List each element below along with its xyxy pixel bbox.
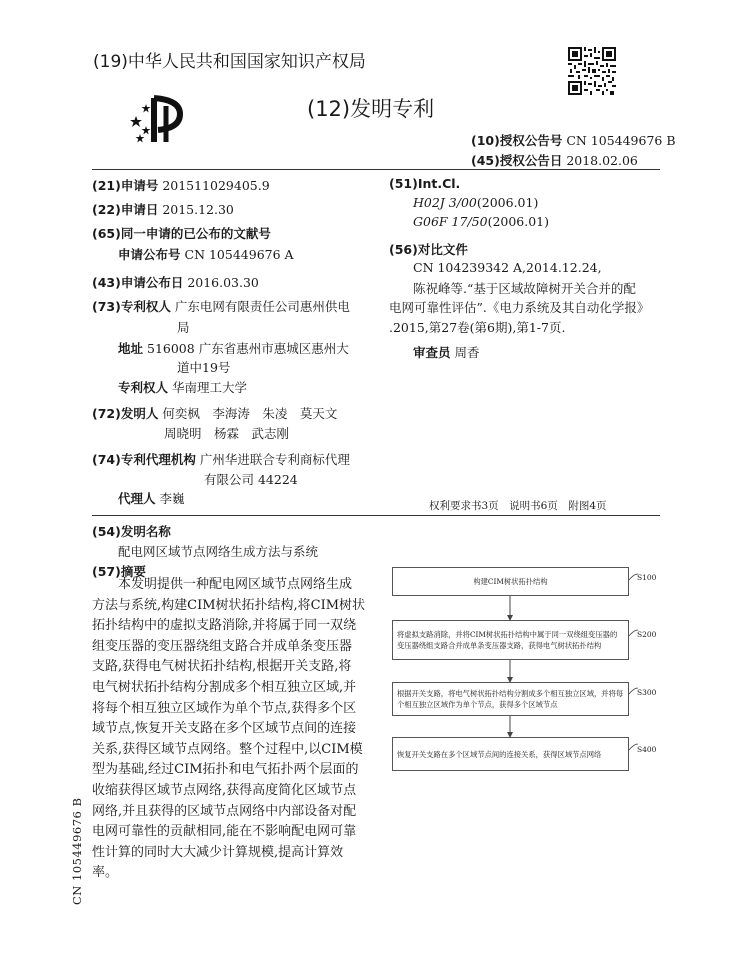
publication-number-row [118, 245, 294, 263]
side-document-number: CN 105449676 B [70, 797, 84, 905]
application-date-label: (22)申请日 [92, 202, 159, 217]
abstract-line: 关系,获得区域节点网络。整个过程中,以CIM模 [92, 741, 363, 757]
application-number: 201511029405.9 [162, 178, 270, 193]
qr-code-icon [568, 47, 616, 95]
second-patentee-row [118, 378, 247, 396]
cited-document-2-line3: .2015,第27卷(第6期),第1-7页. [389, 320, 566, 335]
ipc-code-1: H02J 3/00 [413, 195, 477, 210]
abstract-line: 性计算的同时大大减少计算规模,提高计算效 [92, 844, 344, 860]
application-date-row [92, 200, 234, 218]
abstract-line: 方法与系统,构建CIM树状拓扑结构,将CIM树状 [92, 597, 366, 613]
second-patentee-label: 专利权人 [118, 380, 169, 395]
flow-step-text: 构建CIM树状拓扑结构 [473, 577, 548, 586]
agent: 李巍 [159, 491, 185, 506]
flow-step-id: S400 [637, 745, 657, 754]
patentee-row [92, 297, 350, 315]
inventors-row [92, 404, 337, 422]
application-date: 2015.12.30 [162, 202, 234, 217]
application-number-label: (21)申请号 [92, 178, 159, 193]
step-leader-line [629, 630, 638, 636]
flow-step-text: 根据开关支路，将电气树状拓扑结构分割成多个相互独立区域，并将每个相互独立区域作为单个节点，获得多个区域节点 [397, 689, 624, 709]
abstract-line: 电气树状拓扑结构分割成多个相互独立区域,并 [92, 679, 357, 695]
prior-publication-label: (65)同一申请的已公布的文献号 [92, 226, 271, 241]
inventors-label: (72)发明人 [92, 406, 159, 421]
second-patentee: 华南理工大学 [172, 380, 248, 395]
abstract-line: 率。 [92, 865, 119, 881]
patentee-continued: 局 [177, 320, 190, 335]
grant-date: 2018.02.06 [566, 153, 638, 168]
abstract-line: 组变压器的变压器绕组支路合并成单条变压器 [92, 638, 353, 654]
patentee: 广东电网有限责任公司惠州供电 [174, 299, 350, 314]
publication-date: 2016.03.30 [187, 275, 259, 290]
invention-title-label: (54)发明名称 [92, 524, 171, 539]
inventors: 何奕枫 李海涛 朱凌 莫天文 [162, 406, 338, 421]
abstract-line: 收缩获得区域节点网络,获得高度简化区域节点 [92, 782, 357, 798]
examiner-row [413, 343, 480, 361]
ipc-version-2: (2006.01) [487, 214, 550, 229]
address-row [118, 339, 349, 357]
abstract-line: 域节点,恢复开关支路在多个区域节点间的连接 [92, 721, 357, 737]
cited-documents-label: (56)对比文件 [389, 242, 468, 257]
flow-step-text: 将虚拟支路消除，并将CIM树状拓扑结构中属于同一双绕组变压器的变压器绕组支路合并成单条变压器支路，获得电气树状拓扑结构 [397, 630, 618, 650]
flow-step-id: S200 [637, 630, 657, 639]
grant-date-label: (45)授权公告日 [471, 153, 563, 168]
cited-document-2-line1: 陈祝峰等.“基于区域故障树开关合并的配 [413, 281, 636, 296]
step-leader-line [629, 574, 638, 580]
grant-number-row [471, 131, 676, 149]
agent-row [118, 489, 185, 507]
patentee-label: (73)专利权人 [92, 299, 171, 314]
application-number-row [92, 176, 270, 194]
agency: 广州华进联合专利商标代理 [199, 452, 350, 467]
cnipa-emblem-icon [126, 92, 188, 148]
flowchart-connectors [392, 560, 652, 780]
abstract-body [92, 575, 365, 884]
abstract-line: 本发明提供一种配电网区域节点网络生成 [92, 577, 353, 592]
flow-step-id: S100 [637, 573, 657, 582]
flow-step-text: 恢复开关支路在多个区域节点间的连接关系，获得区域节点网络 [397, 749, 602, 759]
address-label: 地址 [118, 341, 144, 356]
abstract-label: (57)摘要 [92, 564, 146, 579]
grant-number-label: (10)授权公告号 [471, 133, 563, 148]
ipc-classification-1 [413, 195, 538, 210]
agency-row [92, 450, 350, 468]
int-cl-label: (51)Int.Cl. [389, 176, 461, 191]
agent-label: 代理人 [118, 491, 156, 506]
abstract-line: 将每个相互独立区域作为单个节点,获得多个区 [92, 700, 357, 716]
flow-step-id: S300 [637, 688, 657, 697]
issuing-office: (19)中华人民共和国国家知识产权局 [93, 52, 366, 72]
step-leader-line [629, 744, 638, 750]
ipc-code-2: G06F 17/50 [413, 214, 488, 229]
divider [92, 515, 660, 516]
address-continued: 道中19号 [177, 360, 231, 375]
ipc-version-1: (2006.01) [476, 195, 539, 210]
abstract-line: 网络,并且获得的区域节点网络中内部设备对配 [92, 803, 357, 819]
publication-number: CN 105449676 A [184, 247, 294, 262]
document-type: (12)发明专利 [307, 97, 435, 121]
abstract-line: 型为基础,经过CIM拓扑和电气拓扑两个层面的 [92, 762, 359, 778]
invention-title: 配电网区域节点网络生成方法与系统 [118, 544, 319, 559]
publication-date-row [92, 273, 259, 291]
abstract-line: 电网可靠性的贡献相同,能在不影响配电网可靠 [92, 824, 357, 840]
abstract-line: 拓扑结构中的虚拟支路消除,并将属于同一双绕 [92, 618, 357, 634]
examiner: 周香 [454, 345, 480, 360]
step-leader-line [629, 688, 638, 694]
pages-summary: 权利要求书3页 说明书6页 附图4页 [429, 500, 607, 512]
inventors-continued: 周晓明 杨霖 武志刚 [164, 426, 290, 441]
ipc-classification-2 [413, 214, 549, 229]
agency-continued: 有限公司 44224 [204, 472, 298, 487]
agency-label: (74)专利代理机构 [92, 452, 196, 467]
publication-date-label: (43)申请公布日 [92, 275, 184, 290]
cited-document-1: CN 104239342 A,2014.12.24, [413, 260, 602, 275]
examiner-label: 审查员 [413, 345, 451, 360]
publication-number-label: 申请公布号 [118, 247, 181, 262]
abstract-line: 支路,获得电气树状拓扑结构,根据开关支路,将 [92, 659, 352, 675]
cited-document-2-line2: 电网可靠性评估”.《电力系统及其自动化学报》 [389, 300, 650, 315]
divider [92, 169, 660, 170]
address: 516008 广东省惠州市惠城区惠州大 [147, 341, 349, 356]
grant-date-row [471, 151, 638, 169]
grant-number: CN 105449676 B [566, 133, 676, 148]
